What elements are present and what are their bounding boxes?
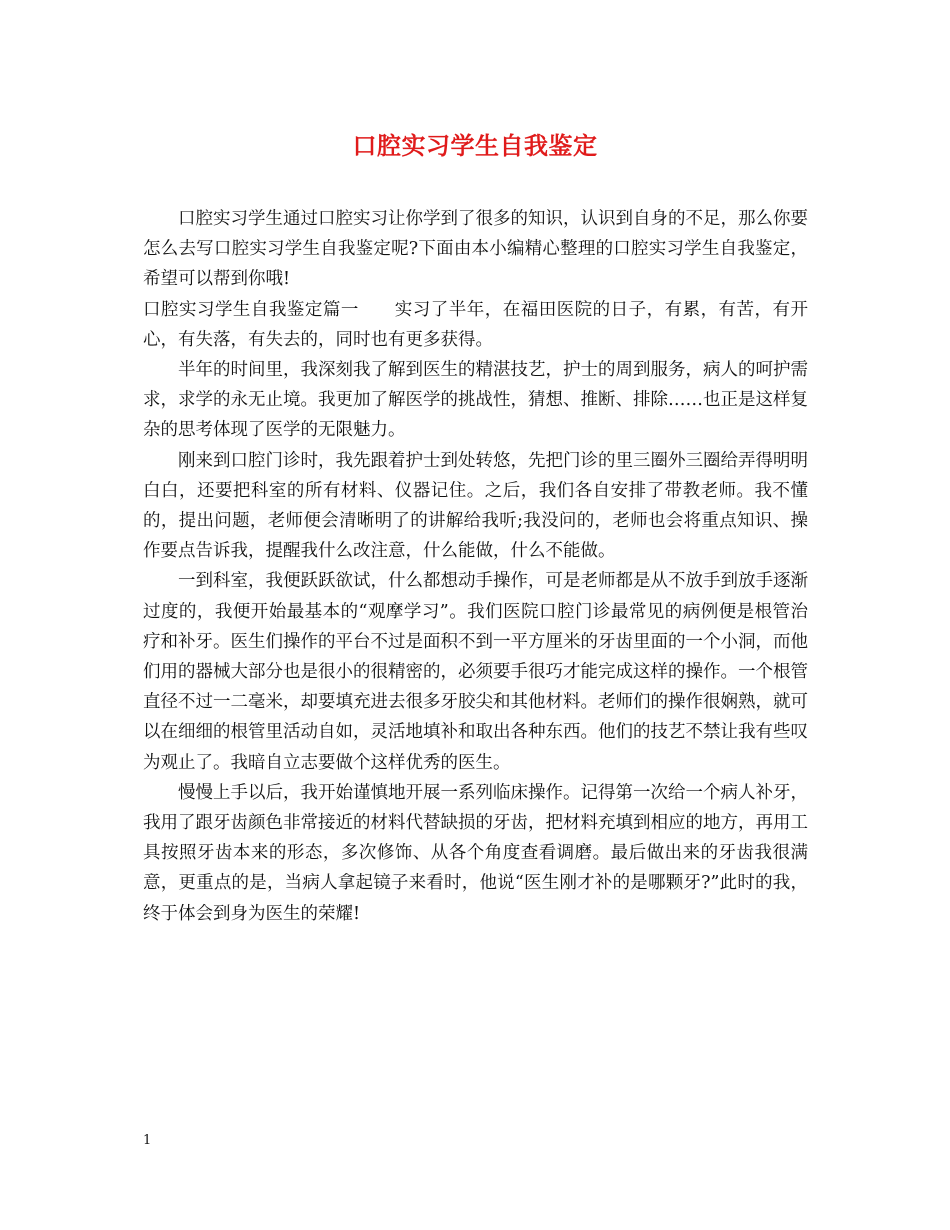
- paragraph-arrival: 刚来到口腔门诊时，我先跟着护士到处转悠，先把门诊的里三圈外三圈给弄得明明白白，还要把科室的所有材料、仪器记住。之后，我们各自安排了带教老师。我不懂的，提出问题，老师便会清晰明了的讲解给我听;我没问的，老师也会将重点知识、操作要点告诉我，提醒我什么改注意，什么能做，什么不能做。: [143, 450, 808, 562]
- paragraph-first-practice: 慢慢上手以后，我开始谨慎地开展一系列临床操作。记得第一次给一个病人补牙，我用了跟牙齿颜色非常接近的材料代替缺损的牙齿，把材料充填到相应的地方，再用工具按照牙齿本来的形态，多次修饰、从各个角度查看调磨。最后做出来的牙齿我很满意，更重点的是，当病人拿起镜子来看时，他说“医生刚才补的是哪颗牙?”此时的我，终于体会到身为医生的荣耀!: [143, 782, 808, 924]
- document-body: [143, 204, 808, 929]
- page-number: 1: [143, 1133, 152, 1148]
- paragraph-half-year: 半年的时间里，我深刻我了解到医生的精湛技艺，护士的周到服务，病人的呵护需求，求学的永无止境。我更加了解医学的挑战性，猜想、推断、排除……也正是这样复杂的思考体现了医学的无限魅力。: [143, 360, 808, 441]
- paragraph-observation: 一到科室，我便跃跃欲试，什么都想动手操作，可是老师都是从不放手到放手逐渐过度的，我便开始最基本的“观摩学习”。我们医院口腔门诊最常见的病例便是根管治疗和补牙。医生们操作的平台不过是面积不到一平方厘米的牙齿里面的一个小洞，而他们用的器械大部分也是很小的很精密的，必须要手很巧才能完成这样的操作。一个根管直径不过一二毫米，却要填充进去很多牙胶尖和其他材料。老师们的操作很娴熟，就可以在细细的根管里活动自如，灵活地填补和取出各种东西。他们的技艺不禁让我有些叹为观止了。我暗自立志要做个这样优秀的医生。: [143, 571, 808, 773]
- paragraph-part-one: 口腔实习学生自我鉴定篇一 实习了半年，在福田医院的日子，有累，有苦，有开心，有失落，有失去的，同时也有更多获得。: [143, 299, 808, 350]
- document-title: 口腔实习学生自我鉴定: [352, 131, 598, 160]
- paragraph-intro: 口腔实习学生通过口腔实习让你学到了很多的知识，认识到自身的不足，那么你要怎么去写口腔实习学生自我鉴定呢?下面由本小编精心整理的口腔实习学生自我鉴定，希望可以帮到你哦!: [143, 209, 808, 290]
